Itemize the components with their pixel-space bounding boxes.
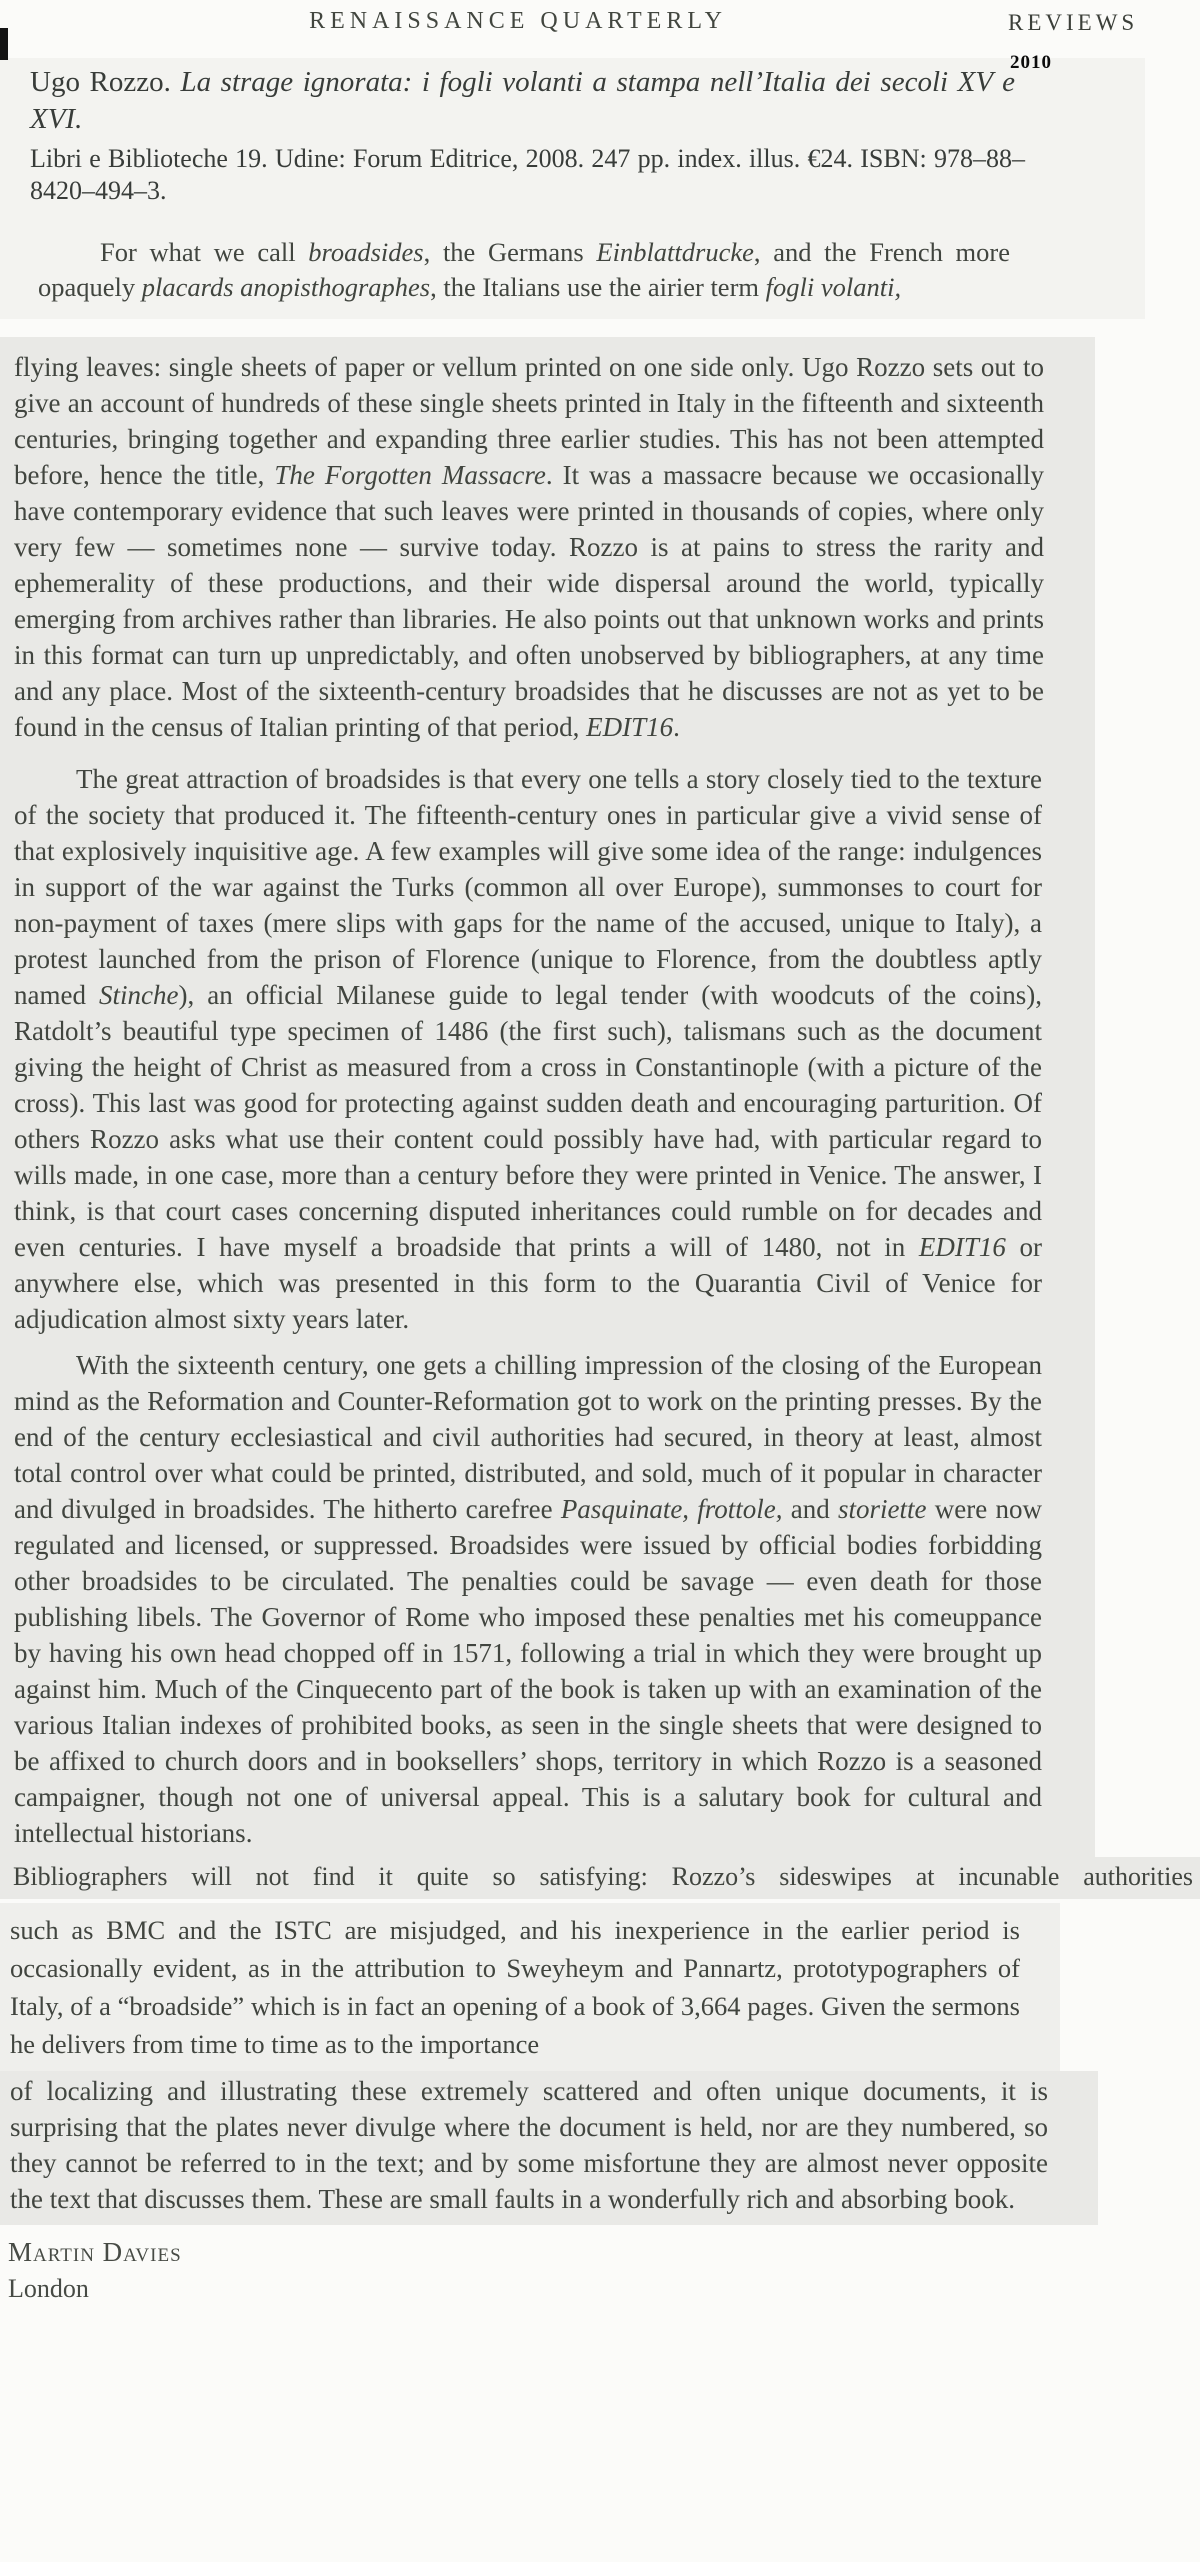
italic-text-run: The Forgotten Massacre (274, 460, 546, 490)
italic-text-run: Pasquinate, frottole, (560, 1494, 783, 1524)
review-paragraph-intro (38, 235, 1010, 305)
text-run: The great attraction of broadsides is that every one tells a story closely tied to the texture of the society that produced it. The fifteenth-century ones in particular give a vivid sense of that explosively inquisitive age. A few examples will give some idea of the range: indulgences in support of the war against the Turks (common all over Europe), summonses to court for non-payment of taxes (mere slips with gaps for the name of the accused, unique to Italy), a protest launched from the prison of Florence (unique to Florence, from the doubtless aptly named (14, 764, 1042, 1010)
journal-masthead: RENAISSANCE QUARTERLY (309, 8, 727, 34)
text-run: Bibliographers will not find it quite so satisfying: Rozzo’s sideswipes at incunable authorities (13, 1862, 1193, 1891)
reviewer-location: London (8, 2274, 89, 2303)
citation-strip (0, 58, 1145, 319)
italic-text-run: broadsides (308, 237, 424, 267)
text-run: flying leaves: single sheets of paper or vellum printed on one side only. Ugo Rozzo sets out to give an account of hundreds of these single sheets printed in Italy in the fifteenth and sixteenth centuries, bringing together and expanding three earlier studies. This has not been attempted before, hence the title, (14, 352, 1044, 490)
reviewer-signature (8, 2237, 1200, 2304)
text-run: For what we call (100, 237, 309, 267)
text-run: With the sixteenth century, one gets a chilling impression of the closing of the European mind as the Reformation and Counter-Reformation got to work on the printing presses. By the end of the century ecclesiastical and civil authorities had secured, in theory at least, almost total control over what could be printed, distributed, and sold, much of it popular in character and divulged in broadsides. The hitherto carefree (14, 1350, 1042, 1524)
text-run: , the Germans (423, 237, 597, 267)
italic-text-run: EDIT16 (586, 712, 674, 742)
review-paragraph-2 (14, 761, 1042, 1337)
italic-text-run: fogli volanti, (765, 272, 902, 302)
review-paragraph-1 (14, 349, 1044, 745)
book-citation-heading (30, 64, 1015, 138)
italic-text-run: EDIT16 (918, 1232, 1006, 1262)
italic-text-run: placards anopisthographes (141, 272, 431, 302)
review-paragraph-3-wide-line (13, 1859, 1193, 1895)
text-run: , and the French more opaquely (38, 237, 1010, 302)
text-run: of localizing and illustrating these extremely scattered and often unique documents, it is surprising that the plates never divulge where the document is held, nor are they numbered, so they cannot be referred to in the text; and by some misfortune they are almost never opposite the text that discusses them. These are small faults in a wonderfully rich and absorbing book. (10, 2076, 1048, 2214)
review-paragraph-3 (14, 1347, 1042, 1851)
text-run: were now regulated and licensed, or suppressed. Broadsides were issued by official bodies forbidding other broadsides to be circulated. The penalties could be savage — even death for those publishing libels. The Governor of Rome who imposed these penalties met his comeuppance by having his own head chopped off in 1571, following a trial in which they were brought up against him. Much of the Cinquecento part of the book is taken up with an examination of the various Italian indexes of prohibited books, as seen in the single sheets that were designed to be affixed to church doors and in booksellers’ shops, territory in which Rozzo is a seasoned campaigner, though not one of universal appeal. This is a salutary book for cultural and intellectual historians. (14, 1494, 1042, 1848)
body-strip-end (0, 2071, 1098, 2225)
review-paragraph-3-continued (10, 1911, 1020, 2063)
italic-text-run: storiette (838, 1494, 927, 1524)
body-strip-continued (0, 1903, 1060, 2071)
year-label: 2010 (1010, 52, 1052, 73)
book-citation-imprint (30, 143, 1025, 207)
italic-text-run: Stinche (99, 980, 179, 1010)
text-run: . It was a massacre because we occasionally have contemporary evidence that such leaves were printed in thousands of copies, where only very few — sometimes none — survive today. Rozzo is at pains to stress the rarity and ephemerality of these productions, and their wide dispersal around the world, typically emerging from archives rather than libraries. He also points out that unknown works and prints in this format can turn up unpredictably, and often unobserved by bibliographers, at any time and any place. Most of the sixteenth-century broadsides that he discusses are not as yet to be found in the census of Italian printing of that period, (14, 460, 1044, 742)
text-run: and (782, 1494, 839, 1524)
text-run: ), an official Milanese guide to legal tender (with woodcuts of the coins), Ratdolt’s beautiful type specimen of 1486 (the first such), talismans such as the document giving the height of Christ as measured from a cross in Constantinople (with a picture of the cross). This last was good for protecting against sudden death and encouraging parturition. Of others Rozzo asks what use their content could possibly have had, with particular regard to wills made, in one case, more than a century before they were printed in Venice. The answer, I think, is that court cases concerning disputed inheritances could rumble on for decades and even centuries. I have myself a broadside that prints a will of 1480, not in (14, 980, 1042, 1262)
wide-scan-strip (0, 1857, 1200, 1899)
reviewer-name: Martin Davies (8, 2237, 182, 2267)
text-run: Libri e Biblioteche 19. Udine: Forum Editrice, 2008. 247 pp. index. illus. €24. ISBN: 978–88–8420–494–3. (30, 144, 1025, 205)
reviews-running-head: REVIEWS (1008, 10, 1139, 35)
text-run: . (673, 712, 680, 742)
text-run: or anywhere else, which was presented in this form to the Quarantia Civil of Venice for adjudication almost sixty years later. (14, 1232, 1042, 1334)
body-strip (0, 337, 1095, 1857)
scan-corner-mark (0, 28, 8, 60)
italic-text-run: Einblattdrucke (596, 237, 754, 267)
italic-text-run: La strage ignorata: i fogli volanti a stampa nell’Italia dei secoli XV e XVI. (30, 66, 1016, 135)
review-paragraph-3-end (10, 2073, 1048, 2217)
text-run: such as BMC and the ISTC are misjudged, and his inexperience in the earlier period is occasionally evident, as in the attribution to Sweyheym and Pannartz, prototypographers of Italy, of a “broadside” which is in fact an opening of a book of 3,664 pages. Given the sermons he delivers from time to time as to the importance (10, 1915, 1020, 2059)
text-run: Ugo Rozzo. (30, 66, 181, 98)
text-run: , the Italians use the airier term (430, 272, 766, 302)
